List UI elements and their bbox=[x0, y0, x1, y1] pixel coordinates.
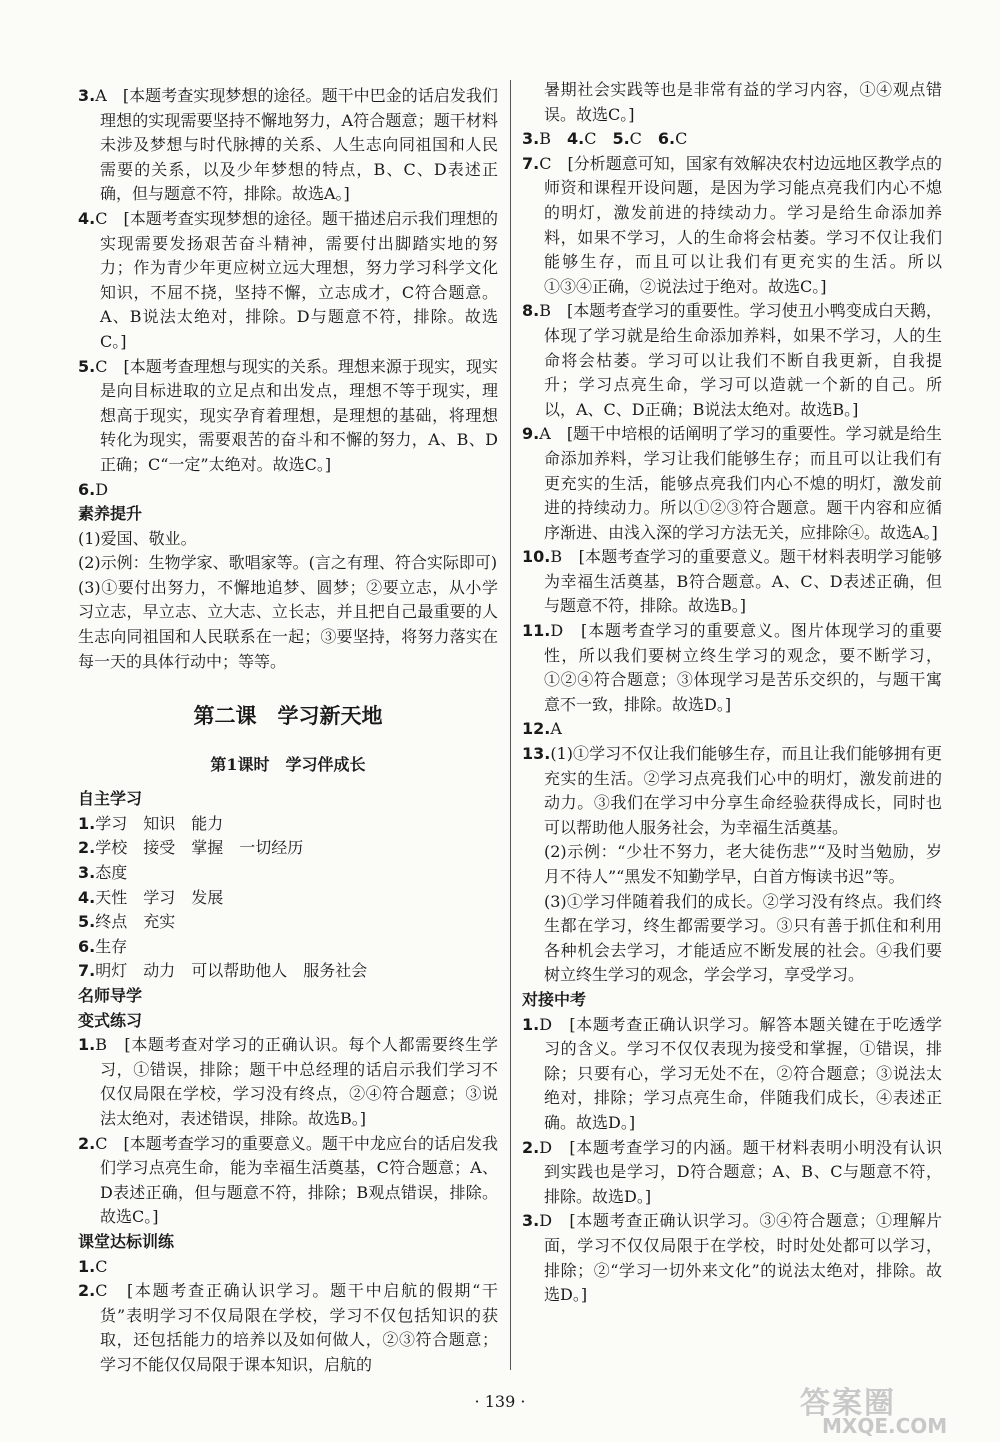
item-text: C bbox=[629, 129, 658, 149]
item-number: 2. bbox=[522, 1137, 540, 1157]
item-number: 8. bbox=[522, 301, 540, 321]
lesson-title: 第1课时 学习伴成长 bbox=[210, 755, 366, 775]
item-number: 3. bbox=[78, 863, 96, 883]
item-text: D [本题考查学习的内涵。题干材料表明小明没有认识到实践也是学习，D符合题意；A、B、C与题意不符，排除。故选D。] bbox=[539, 1137, 942, 1206]
bianshi-answers bbox=[78, 1033, 498, 1230]
item-number: 13. bbox=[522, 744, 551, 764]
watermark-logo bbox=[800, 1378, 980, 1436]
duijie-answers bbox=[522, 1013, 942, 1308]
item-text: D bbox=[95, 479, 109, 499]
item-text: 终点 充实 bbox=[95, 912, 176, 932]
suyang-answers bbox=[78, 527, 498, 675]
item-text: B [本题考查对学习的正确认识。每个人都需要终生学习，①错误，排除；题干中总经理的话启示我们学习不仅仅局限在学校，学习没有终点，②④符合题意；③说法太绝对，表述错误，排除。故选B。] bbox=[95, 1035, 498, 1128]
item-number: 9. bbox=[522, 424, 540, 444]
suyang-line: (3)①要付出努力，不懈地追梦、圆梦；②要立志，从小学习立志，早立志、立大志、立长志，并且把自己最重要的人生志向同祖国和人民联系在一起；③要坚持，将努力落实在每一天的具体行动中；等等。 bbox=[78, 577, 498, 671]
item-text: A [本题考查实现梦想的途径。题干中巴金的话启发我们理想的实现需要坚持不懈地努力，A符合题意；题干材料未涉及梦想与时代脉搏的关系、人生志向同祖国和人民需要的关系，以及少年梦想的特点，B、C、D表述正确，但与题意不符，排除。故选A。] bbox=[95, 86, 498, 204]
q13-sub-line: (2)示例：“少壮不努力，老大徒伤悲”“及时当勉励，岁月不待人”“黑发不知勤学早，白首方悔读书迟”等。 bbox=[544, 842, 942, 886]
item-text: C bbox=[675, 129, 688, 149]
q13-sub-line: (3)①学习伴随着我们的成长。②学习没有终点。我们终生都在学习，终生都需要学习。③只有善于抓住和利用各种机会去学习，才能适应不断发展的社会。④我们要树立终生学习的观念，学会学习，享受学习。 bbox=[544, 891, 942, 985]
answer-item bbox=[78, 84, 498, 207]
ketang-answers bbox=[78, 1255, 498, 1378]
item-number: 2. bbox=[78, 1281, 96, 1301]
item-number: 4. bbox=[78, 887, 96, 907]
item-number: 3. bbox=[522, 129, 540, 149]
section-heading-duijie: 对接中考 bbox=[522, 989, 587, 1009]
item-number: 4. bbox=[566, 129, 585, 149]
section-heading-suyang: 素养提升 bbox=[78, 504, 143, 524]
item-text: C [本题考查实现梦想的途径。题干描述启示我们理想的实现需要发扬艰苦奋斗精神，需要付出脚踏实地的努力；作为青少年更应树立远大理想，努力学习科学文化知识，不屈不挠，坚持不懈，立志成才，C符合题意。A、B说法太绝对，排除。D与题意不符，排除。故选C。] bbox=[95, 208, 498, 351]
answer-item bbox=[78, 935, 498, 960]
item-number: 1. bbox=[78, 1035, 96, 1055]
item-text: 学习 知识 能力 bbox=[95, 813, 224, 833]
item-text: B [本题考查学习的重要性。学习使丑小鸭变成白天鹅，体现了学习就是给生命添加养料，如果不学习，人的生命将会枯萎。学习可以让我们不断自我更新，自我提升；学习点亮生命，学习可以造就一个新的自己。所以，A、C、D正确；B说法太绝对。故选B。] bbox=[539, 301, 942, 419]
answer-item bbox=[522, 717, 942, 742]
suyang-line: (2)示例：生物学家、歌唱家等。(言之有理、符合实际即可) bbox=[78, 553, 498, 573]
answer-item bbox=[522, 299, 942, 422]
item-number: 4. bbox=[78, 208, 96, 228]
item-number: 7. bbox=[522, 153, 540, 173]
right-answer-list bbox=[522, 152, 942, 841]
answer-item bbox=[522, 742, 942, 840]
item-text: D [本题考查正确认识学习。③④符合题意；①理解片面，学习不仅仅局限于在学校，时时处处都可以学习，排除；②“学习一切外来文化”的说法太绝对，排除。故选D。] bbox=[539, 1211, 942, 1305]
item-number: 1. bbox=[78, 813, 96, 833]
answer-item bbox=[522, 1136, 942, 1210]
item-number: 11. bbox=[522, 621, 551, 641]
left-column bbox=[78, 84, 498, 1378]
watermark-text: 答案圈 bbox=[800, 1386, 896, 1421]
answer-item bbox=[78, 207, 498, 355]
item-text: C [分析题意可知，国家有效解决农村边远地区教学点的师资和课程开设问题，是因为学习能点亮我们内心不熄的明灯，激发前进的持续动力。学习是给生命添加养料，如果不学习，人的生命将会枯萎。学习不仅让我们能够生存，而且可以让我们有更充实的生活。所以①③④正确，②说法过于绝对。故选C。] bbox=[539, 153, 942, 296]
continuation-text: 暑期社会实践等也是非常有益的学习内容，①④观点错误。故选C。] bbox=[544, 80, 942, 124]
item-text: 天性 学习 发展 bbox=[95, 887, 224, 907]
item-number: 3. bbox=[522, 1211, 540, 1231]
item-text: 态度 bbox=[95, 863, 128, 883]
answer-item bbox=[522, 545, 942, 619]
right-column bbox=[522, 78, 942, 1308]
item-number: 5. bbox=[612, 129, 630, 149]
answer-item bbox=[522, 152, 942, 300]
q13-sub-answers bbox=[522, 840, 942, 988]
item-number: 1. bbox=[78, 1256, 96, 1276]
answer-item bbox=[78, 1033, 498, 1131]
item-number: 7. bbox=[78, 961, 96, 981]
page-number: · 139 · bbox=[474, 1392, 526, 1411]
answer-item bbox=[78, 886, 498, 911]
answer-item bbox=[78, 812, 498, 837]
answer-item bbox=[78, 861, 498, 886]
item-number: 6. bbox=[78, 936, 96, 956]
section-heading-zizhu: 自主学习 bbox=[78, 789, 143, 809]
answer-item bbox=[522, 1013, 942, 1136]
item-text: B bbox=[539, 129, 567, 149]
short-answers-line bbox=[522, 127, 942, 152]
answer-item bbox=[78, 836, 498, 861]
item-text: C [本题考查学习的重要意义。题干中龙应台的话启发我们学习点亮生命，能为幸福生活奠基，C符合题意；A、D表述正确，但与题意不符，排除；B观点错误，排除。故选C。] bbox=[95, 1133, 498, 1227]
section-heading-ketang: 课堂达标训练 bbox=[78, 1231, 175, 1251]
item-text: 学校 接受 掌握 一切经历 bbox=[95, 838, 304, 858]
answer-item bbox=[78, 478, 498, 503]
item-text: C bbox=[584, 129, 613, 149]
answer-item bbox=[522, 422, 942, 545]
answer-item bbox=[522, 619, 942, 717]
item-number: 3. bbox=[78, 86, 96, 105]
item-text: 生存 bbox=[95, 936, 128, 956]
item-text: 明灯 动力 可以帮助他人 服务社会 bbox=[95, 961, 368, 981]
item-number: 12. bbox=[522, 719, 551, 739]
item-text: (1)①学习不仅让我们能够生存，而且让我们能够拥有更充实的生活。②学习点亮我们心中的明灯，激发前进的动力。③我们在学习中分享生命经验获得成长，同时也可以帮助他人服务社会，为幸福生活奠基。 bbox=[544, 744, 942, 837]
chapter-title: 第二课 学习新天地 bbox=[193, 704, 383, 729]
item-text: A bbox=[550, 719, 562, 739]
answer-item bbox=[78, 910, 498, 935]
answer-item bbox=[78, 959, 498, 984]
item-text: C [本题考查理想与现实的关系。理想来源于现实，现实是向目标进取的立足点和出发点，理想不等于现实，理想高于现实，现实孕育着理想，是理想的基础，将理想转化为现实，需要艰苦的奋斗和不懈的努力，A、B、D正确；C“一定”太绝对。故选C。] bbox=[95, 356, 498, 474]
answer-item bbox=[78, 355, 498, 478]
item-number: 10. bbox=[522, 547, 551, 567]
watermark-url: MXQE.COM bbox=[822, 1414, 948, 1438]
item-text: A [题干中培根的话阐明了学习的重要性。学习就是给生命添加养料，学习让我们能够生存；而且可以让我们有更充实的生活，能够点亮我们内心不熄的明灯，激发前进的持续动力。所以①②③符合题意。题干内容和应循序渐进、由浅入深的学习方法无关，应排除④。故选A。] bbox=[539, 424, 942, 542]
column-divider bbox=[510, 80, 511, 1370]
item-number: 1. bbox=[522, 1014, 540, 1034]
suyang-line: (1)爱国、敬业。 bbox=[78, 528, 197, 548]
section-heading-mingshi: 名师导学 bbox=[78, 986, 143, 1005]
zizhu-answers bbox=[78, 812, 498, 984]
item-text: D [本题考查学习的重要意义。图片体现学习的重要性，所以我们要树立终生学习的观念，要不断学习，①②④符合题意；③体现学习是苦乐交织的，与题干寓意不一致，排除。故选D。] bbox=[544, 621, 942, 714]
answer-item bbox=[78, 1279, 498, 1377]
item-text: B [本题考查学习的重要意义。题干材料表明学习能够为幸福生活奠基，B符合题意。A、C、D表述正确，但与题意不符，排除。故选B。] bbox=[544, 547, 942, 616]
item-number: 5. bbox=[78, 356, 96, 376]
answer-item bbox=[78, 1255, 498, 1280]
item-text: C bbox=[95, 1256, 108, 1276]
item-text: C [本题考查正确认识学习。题干中启航的假期“干货”表明学习不仅局限在学校，学习不仅包括知识的获取，还包括能力的培养以及如何做人，②③符合题意；学习不能仅仅局限于课本知识，启航的 bbox=[95, 1281, 498, 1374]
item-number: 6. bbox=[657, 129, 676, 149]
item-number: 2. bbox=[78, 838, 96, 858]
item-text: D [本题考查正确认识学习。解答本题关键在于吃透学习的含义。学习不仅仅表现为接受和掌握，①错误，排除；只要有心，学习无处不在，②符合题意；③说法太绝对，排除；学习点亮生命，伴随我们成长，④表述正确。故选D。] bbox=[539, 1014, 942, 1132]
answer-item bbox=[522, 1209, 942, 1307]
section-heading-bianshi: 变式练习 bbox=[78, 1010, 143, 1030]
answer-item bbox=[78, 1132, 498, 1230]
item-number: 6. bbox=[78, 479, 96, 499]
left-answer-list bbox=[78, 84, 498, 502]
item-number: 2. bbox=[78, 1133, 96, 1153]
item-number: 5. bbox=[78, 912, 96, 932]
